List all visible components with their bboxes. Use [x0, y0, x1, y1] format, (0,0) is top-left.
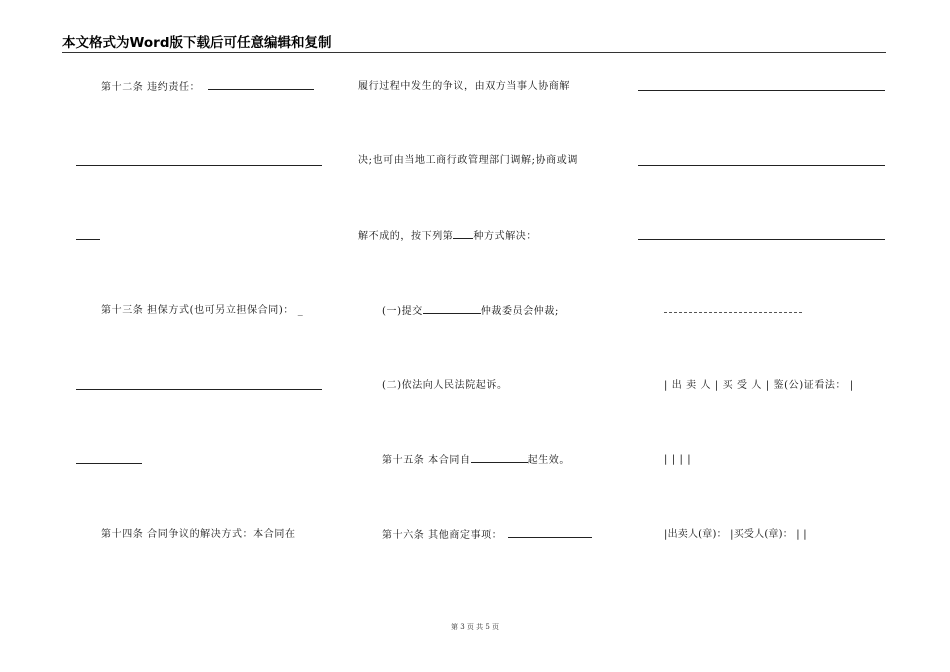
- article-16-label: 第十六条 其他商定事项：: [382, 530, 503, 541]
- article-13-tail: _: [297, 305, 304, 316]
- article-15b: 起生效。: [527, 455, 570, 466]
- article-15a: 第十五条 本合同自: [382, 455, 471, 466]
- option-1-line: [382, 304, 559, 318]
- table-dashed-border: [664, 312, 802, 313]
- document-header: 本文格式为Word版下载后可任意编辑和复制: [62, 35, 886, 53]
- article-12-label: 第十二条 违约责任：: [101, 82, 201, 93]
- article-15-line: [382, 453, 570, 467]
- article-16-line: [382, 528, 592, 542]
- article-16-blank: [508, 528, 592, 538]
- left-short-blank: [76, 463, 142, 464]
- signature-table-row: | | | |: [664, 454, 692, 465]
- article-13-line: [101, 304, 303, 317]
- dispute-text-2: 决;也可由当地工商行政管理部门调解;协商或调: [358, 155, 578, 166]
- dispute-text-3: [358, 229, 537, 243]
- left-blank-line: [76, 165, 322, 166]
- page-number: 第 3 页 共 5 页: [450, 623, 500, 631]
- right-blank-line: [638, 165, 885, 166]
- article-14-line: 第十四条 合同争议的解决方式：本合同在: [101, 529, 296, 540]
- dispute-text-3a: 解不成的，按下列第: [358, 231, 454, 242]
- option-1b: 仲裁委员会仲裁;: [480, 306, 559, 317]
- left-short-blank: [76, 239, 100, 240]
- dispute-text-1: 履行过程中发生的争议，由双方当事人协商解: [358, 81, 570, 92]
- right-blank-line: [638, 239, 885, 240]
- method-number-blank: [453, 229, 473, 239]
- option-2-line: (二)依法向人民法院起诉。: [382, 380, 508, 391]
- article-13-label: 第十三条 担保方式(也可另立担保合同)：: [101, 305, 294, 316]
- right-blank-line: [638, 90, 885, 91]
- signature-table-header: | 出 卖 人 | 买 受 人 | 鉴(公)证看法： |: [664, 380, 854, 391]
- arbitration-blank: [423, 304, 481, 314]
- article-12-blank: [208, 80, 314, 90]
- article-12-line: [101, 80, 314, 94]
- option-1a: (一)提交: [382, 306, 423, 317]
- effective-blank: [471, 453, 528, 463]
- seal-row: |出卖人(章)： |买受人(章)： | |: [664, 529, 807, 540]
- dispute-text-3b: 种方式解决：: [473, 231, 538, 242]
- left-blank-line: [76, 389, 322, 390]
